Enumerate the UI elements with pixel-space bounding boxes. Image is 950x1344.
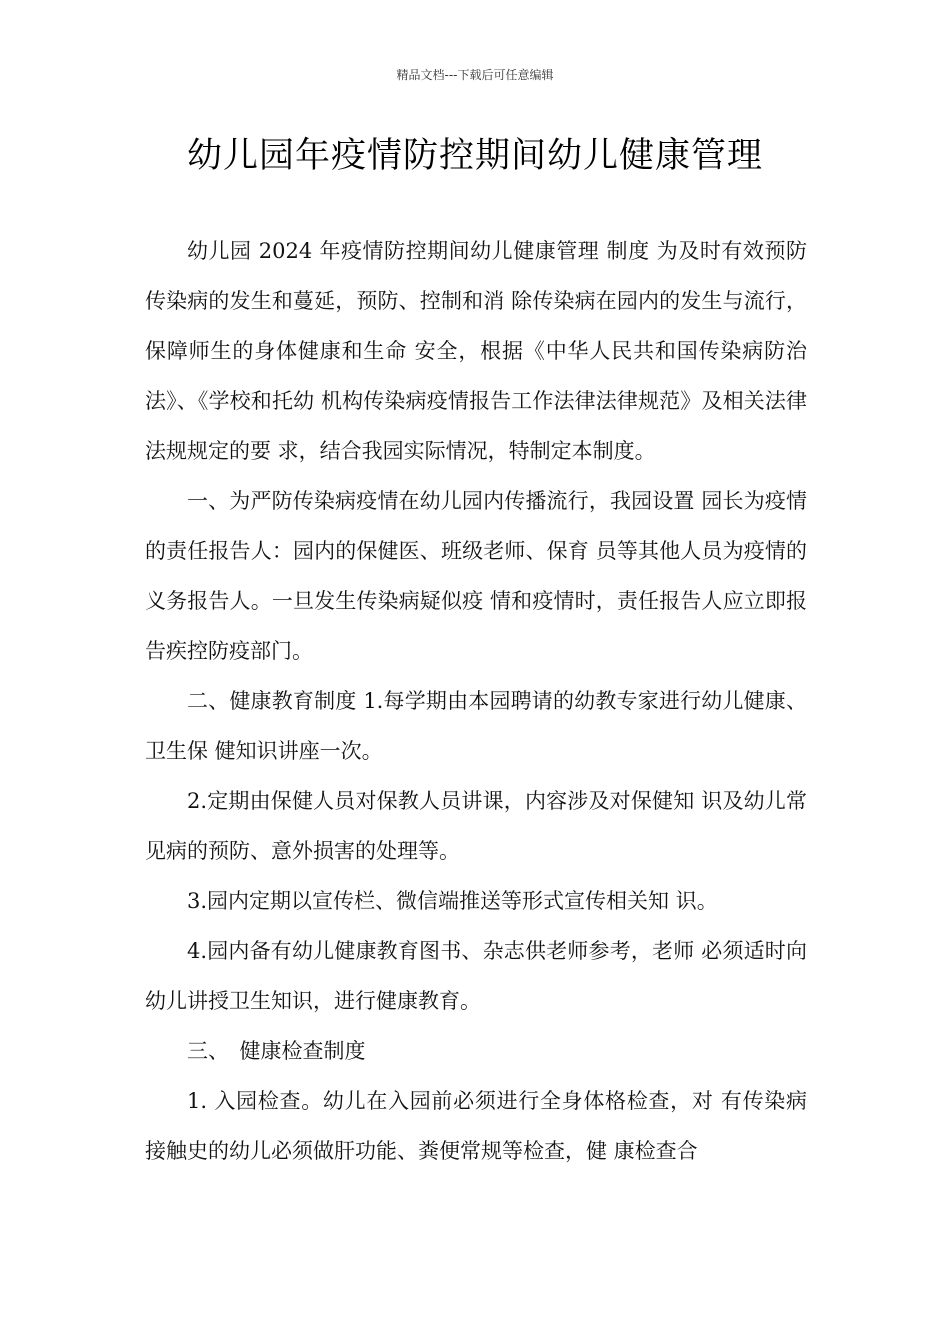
paragraph-section-3: 三、 健康检查制度 bbox=[187, 1039, 366, 1063]
paragraph-item-3: 3.园内定期以宣传栏、微信端推送等形式宣传相关知 识。 bbox=[187, 889, 718, 913]
document-body bbox=[145, 226, 807, 1176]
paragraph-section-2: 二、健康教育制度 1.每学期由本园聘请的幼教专家进行幼儿健康、卫生保 健知识讲座一次。 bbox=[145, 689, 807, 763]
paragraph-section-1: 一、为严防传染病疫情在幼儿园内传播流行，我园设置 园长为疫情的责任报告人：园内的保健医、班级老师、保育 员等其他人员为疫情的义务报告人。一旦发生传染病疑似疫 情和疫情时，责任报告人应立即报告疾控防疫部门。 bbox=[145, 489, 807, 663]
paragraph-intro: 幼儿园 2024 年疫情防控期间幼儿健康管理 制度 为及时有效预防传染病的发生和蔓延，预防、控制和消 除传染病在园内的发生与流行，保障师生的身体健康和生命 安全，根据《中华人民共和国传染病防治法》、《学校和托幼 机构传染病疫情报告工作法律法律规范》及相关法律法规规定的要 求，结合我园实际情况，特制定本制度。 bbox=[145, 239, 807, 463]
paragraph-item-2: 2.定期由保健人员对保教人员讲课，内容涉及对保健知 识及幼儿常见病的预防、意外损害的处理等。 bbox=[145, 789, 807, 863]
paragraph-item-4: 4.园内备有幼儿健康教育图书、杂志供老师参考，老师 必须适时向幼儿讲授卫生知识，进行健康教育。 bbox=[145, 939, 807, 1013]
paragraph-checkup-1: 1. 入园检查。幼儿在入园前必须进行全身体格检查，对 有传染病接触史的幼儿必须做肝功能、粪便常规等检查，健 康检查合 bbox=[145, 1089, 807, 1163]
document-title: 幼儿园年疫情防控期间幼儿健康管理 bbox=[186, 136, 763, 176]
header-note: 精品文档---下载后可任意编辑 bbox=[396, 68, 554, 82]
